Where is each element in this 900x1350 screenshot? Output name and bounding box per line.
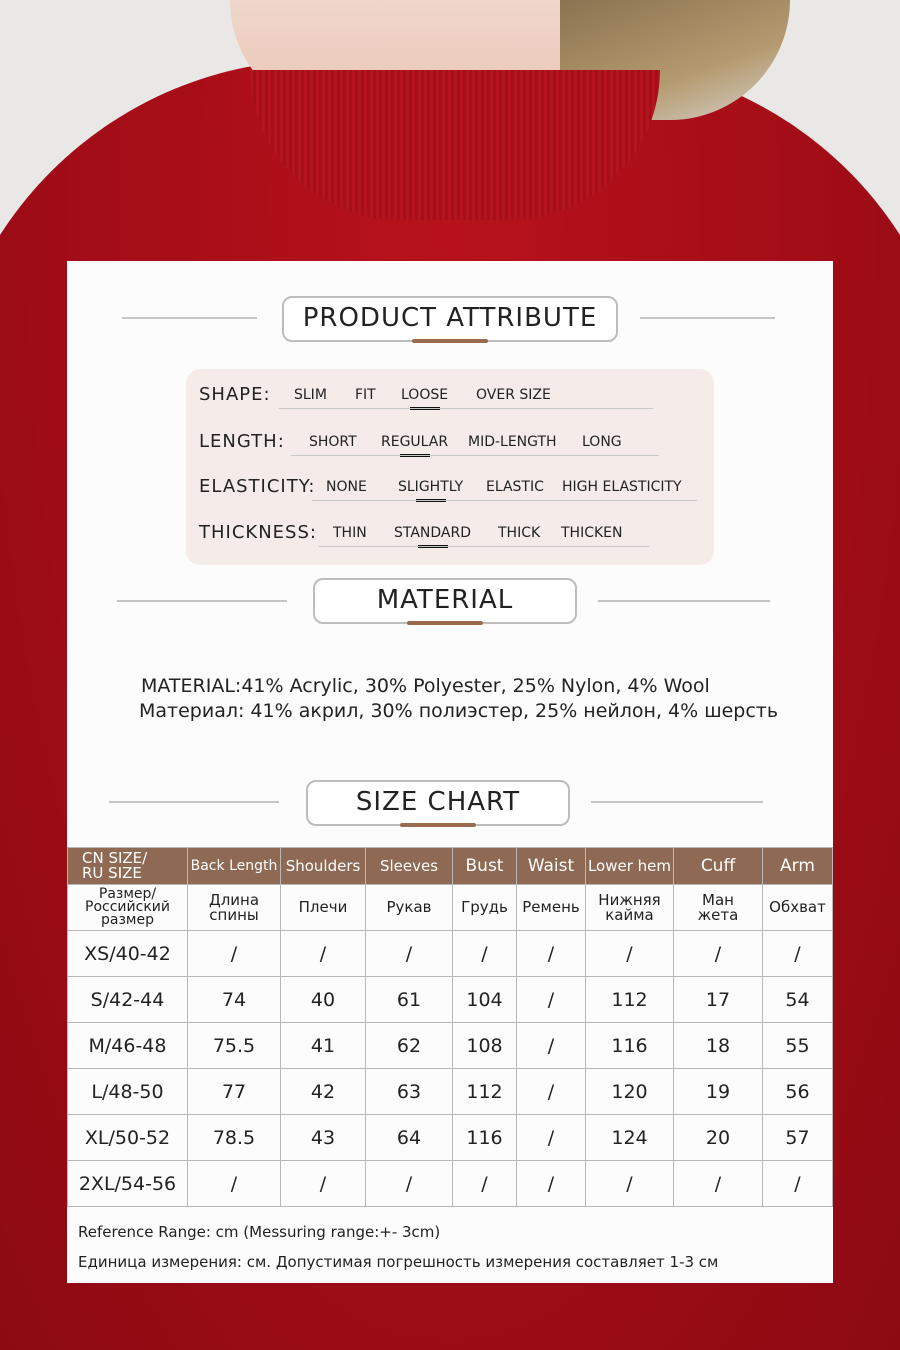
size-cell: 2XL/54-56: [68, 1161, 188, 1207]
product-attribute-label: PRODUCT ATTRIBUTE: [302, 303, 598, 333]
table-cell: /: [517, 1023, 586, 1069]
table-row: [68, 1115, 833, 1161]
info-card: [67, 261, 833, 1283]
table-row: [68, 977, 833, 1023]
table-cell: 57: [763, 1115, 833, 1161]
table-cell: /: [674, 1161, 763, 1207]
material-text-ru: Материал: 41% акрил, 30% полиэстер, 25% нейлон, 4% шерсть: [139, 700, 779, 722]
attribute-option: NONE: [326, 479, 367, 495]
table-cell: 75.5: [188, 1023, 281, 1069]
table-cell: 40: [281, 977, 366, 1023]
table-cell: /: [517, 977, 586, 1023]
table-cell: 124: [586, 1115, 674, 1161]
material-title: [313, 578, 577, 624]
header-ru-lower-hem: Нижняя кайма: [586, 885, 674, 931]
divider-line: [598, 600, 770, 602]
attribute-label: THICKNESS:: [199, 522, 317, 543]
size-cell: XL/50-52: [68, 1115, 188, 1161]
header-arm: Arm: [763, 848, 833, 885]
title-accent-bar: [407, 621, 483, 625]
attribute-option: THIN: [333, 525, 367, 541]
table-cell: 64: [366, 1115, 453, 1161]
header-ru-waist: Ремень: [517, 885, 586, 931]
size-cell: L/48-50: [68, 1069, 188, 1115]
table-cell: 41: [281, 1023, 366, 1069]
table-row: [68, 931, 833, 977]
attribute-option: ELASTIC: [486, 479, 544, 495]
header-ru-back-length: Длина спины: [188, 885, 281, 931]
table-cell: /: [517, 1115, 586, 1161]
table-cell: 43: [281, 1115, 366, 1161]
attribute-option: OVER SIZE: [476, 387, 551, 403]
table-cell: 62: [366, 1023, 453, 1069]
table-cell: /: [674, 931, 763, 977]
header-ru-bust: Грудь: [453, 885, 517, 931]
attribute-option-selected: REGULAR: [381, 434, 449, 450]
table-row: [68, 1161, 833, 1207]
reference-note-en: Reference Range: cm (Messuring range:+- 3cm): [78, 1223, 441, 1241]
attribute-option: HIGH ELASTICITY: [562, 479, 682, 495]
table-cell: 74: [188, 977, 281, 1023]
table-cell: 108: [453, 1023, 517, 1069]
table-cell: /: [281, 931, 366, 977]
attribute-option: THICKEN: [561, 525, 623, 541]
table-cell: 56: [763, 1069, 833, 1115]
table-cell: /: [586, 931, 674, 977]
table-row: [68, 1023, 833, 1069]
header-ru-arm: Обхват: [763, 885, 833, 931]
size-chart-title: [306, 780, 570, 826]
attribute-option-selected: LOOSE: [401, 387, 449, 403]
table-cell: /: [188, 931, 281, 977]
header-back-length: Back Length: [188, 848, 281, 885]
header-sleeves: Sleeves: [366, 848, 453, 885]
divider-line: [109, 801, 279, 803]
attribute-label: LENGTH:: [199, 431, 285, 452]
table-cell: 120: [586, 1069, 674, 1115]
size-table: [67, 847, 833, 1207]
divider-line: [117, 600, 287, 602]
table-cell: /: [586, 1161, 674, 1207]
table-cell: 61: [366, 977, 453, 1023]
table-cell: 112: [586, 977, 674, 1023]
table-cell: 54: [763, 977, 833, 1023]
table-cell: 104: [453, 977, 517, 1023]
table-row: [68, 1069, 833, 1115]
material-text-en: MATERIAL:41% Acrylic, 30% Polyester, 25% Nylon, 4% Wool: [141, 675, 710, 697]
title-accent-bar: [400, 823, 476, 827]
attribute-option: SLIM: [294, 387, 327, 403]
table-cell: 20: [674, 1115, 763, 1161]
table-cell: 78.5: [188, 1115, 281, 1161]
size-cell: XS/40-42: [68, 931, 188, 977]
attribute-label: SHAPE:: [199, 384, 271, 405]
table-cell: 42: [281, 1069, 366, 1115]
table-cell: /: [366, 931, 453, 977]
attribute-underline: [291, 455, 659, 456]
attribute-option: LONG: [582, 434, 622, 450]
table-cell: 18: [674, 1023, 763, 1069]
table-cell: 55: [763, 1023, 833, 1069]
size-table-header-ru: [68, 885, 833, 931]
table-cell: 116: [453, 1115, 517, 1161]
table-cell: 17: [674, 977, 763, 1023]
table-cell: 116: [586, 1023, 674, 1069]
header-ru-size: Размер/ Российский размер: [68, 885, 188, 931]
size-cell: S/42-44: [68, 977, 188, 1023]
table-cell: 19: [674, 1069, 763, 1115]
attribute-underline: [319, 546, 649, 547]
table-cell: /: [517, 931, 586, 977]
attribute-option: FIT: [355, 387, 376, 403]
reference-note-ru: Единица измерения: см. Допустимая погрешность измерения составляет 1-3 см: [78, 1253, 719, 1271]
attribute-option-selected: STANDARD: [394, 525, 472, 541]
size-cell: M/46-48: [68, 1023, 188, 1069]
header-lower-hem: Lower hem: [586, 848, 674, 885]
table-cell: /: [763, 1161, 833, 1207]
header-bust: Bust: [453, 848, 517, 885]
divider-line: [591, 801, 763, 803]
table-cell: 77: [188, 1069, 281, 1115]
attribute-underline: [279, 408, 653, 409]
divider-line: [122, 317, 257, 319]
product-attribute-title: [282, 296, 618, 342]
table-cell: /: [517, 1161, 586, 1207]
table-cell: /: [188, 1161, 281, 1207]
table-cell: 63: [366, 1069, 453, 1115]
size-table-header-en: [68, 848, 833, 885]
material-label: MATERIAL: [376, 585, 514, 615]
header-shoulders: Shoulders: [281, 848, 366, 885]
header-ru-cuff: Ман жета: [674, 885, 763, 931]
header-waist: Waist: [517, 848, 586, 885]
table-cell: /: [517, 1069, 586, 1115]
header-ru-sleeves: Рукав: [366, 885, 453, 931]
attribute-underline: [312, 500, 697, 501]
header-cn-ru-size: CN SIZE/ RU SIZE: [68, 848, 188, 885]
header-ru-shoulders: Плечи: [281, 885, 366, 931]
title-accent-bar: [412, 339, 488, 343]
attribute-option: THICK: [498, 525, 541, 541]
attribute-option: MID-LENGTH: [468, 434, 557, 450]
table-cell: /: [366, 1161, 453, 1207]
header-cuff: Cuff: [674, 848, 763, 885]
attribute-panel: [186, 369, 714, 565]
table-cell: /: [453, 931, 517, 977]
divider-line: [640, 317, 775, 319]
attribute-option-selected: SLIGHTLY: [398, 479, 464, 495]
attribute-option: SHORT: [309, 434, 357, 450]
table-cell: /: [281, 1161, 366, 1207]
table-cell: /: [453, 1161, 517, 1207]
table-cell: 112: [453, 1069, 517, 1115]
attribute-label: ELASTICITY:: [199, 476, 316, 497]
size-chart-label: SIZE CHART: [355, 787, 521, 817]
table-cell: /: [763, 931, 833, 977]
